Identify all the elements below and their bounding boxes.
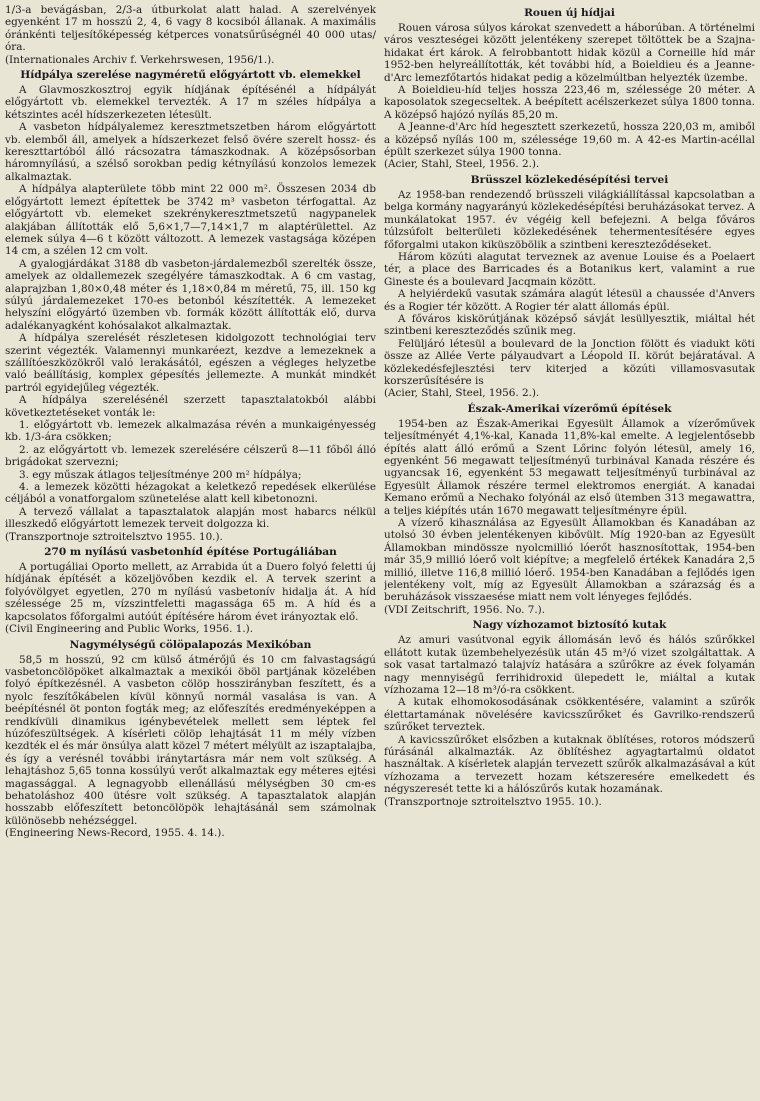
paragraph: A főváros kiskörútjának középső sávját lesüllyesztik, miáltal hét szintbeni kereszteződés szűnik meg.: [384, 312, 755, 338]
paragraph: 58,5 m hosszú, 92 cm külső átmérőjű és 10 cm falvastagságú vasbetoncölöpöket alkalmaztak a mexikói öböl partjának közelében folyó építkezésnél. A vasbeton cölöp hosszirányban feszített, és a nyolc feszítőkábelen kívül könnyű normál vasalása is van. A beépítésnél öt ponton fogták meg; az előfeszítés eredményeképpen a rendkívüli dinamikus igénybevételek mellett sem léptek fel húzófeszültségek. A kísérleti cölöp lehajtását 11 m mély vízben kezdték el és már önsúlya alatt közel 7 métert mélyült az iszaptalajba, és így a verésnél további iránytartásra már nem volt szükség. A lehajtáshoz 5,65 tonna kossúlyú verőt alkalmaztak egy méteres ejtési magassággal. A legnagyobb ellenállású mélységben 30 cm-es behatoláshoz 400 ütésre volt szükség. A tapasztalatok alapján hosszabb előfeszített betoncölöpök lehajtásánál sem számolnak különösebb nehézséggel.: [5, 653, 376, 827]
reference: (Acier, Stahl, Steel, 1956. 2.).: [384, 158, 540, 171]
paragraph: A vasbeton hídpályalemez keresztmetszetben három előgyártott vb. elemből áll, amelyek a hídszerkezet felső övére szerelt hossz- és kereszttartóból álló rácsozatra támaszkodnak. A középsősorban háromnyílású, a szélső sorokban pedig kétnyílású konzolos lemezek alkalmaztak.: [5, 121, 376, 183]
article-title-mexiko: Nagymélységű cölöpalapozás Mexikóban: [69, 638, 312, 651]
paragraph: A vízerő kihasználása az Egyesült Államokban és Kanadában az utolsó 30 évben jelentékenyen kibővült. Míg 1920-ban az Egyesült Államokban mindössze nyolcmillió lóerőt hasznosítottak, 1954-ben már 35,9 millió lóerő volt kiépítve; a megfelelő értékek Kanadára 2,5 millió, illetve 116,8 millió lóerő. 1954-ben Kanadában a fejlődés igen jelentékeny volt, míg az Egyesült Államokban a szárazság és a beruházások visszaesése miatt nem volt lényeges fejlődés.: [384, 517, 755, 604]
article-title-kutak: Nagy vízhozamot biztosító kutak: [472, 619, 667, 632]
reference: (Engineering News-Record, 1955. 4. 14.).: [5, 827, 225, 840]
intro-paragraph: 1/3-a bevágásban, 2/3-a útburkolat alatt halad. A szerelvények egyenként 17 m hosszú 2, 4, 6 vagy 8 kocsiból állanak. A maximális óránkénti teljesítőképesség kétperces vonatsűrűségnél 40 000 utas/óra.: [5, 4, 376, 54]
paragraph: A hídpálya szerelésénél szerzett tapasztalatokból alábbi következtetéseket vonták le:: [5, 394, 376, 419]
article-title-hidpalya: Hídpálya szerelése nagyméretű előgyártott vb. elemekkel: [20, 69, 361, 82]
reference: (Civil Engineering and Public Works, 1956. 1.).: [5, 623, 254, 636]
list-item: 3. egy műszak átlagos teljesítménye 200 m² hídpálya;: [19, 468, 302, 481]
reference: (Transzportnoje sztroitelsztvo 1955. 10.).: [5, 530, 223, 543]
paragraph: A kavicsszűrőket elsőzben a kutaknak öblítéses, rotoros módszerű fúrásánál alkalmazták. Az öblítéshez agyagtartalmú oldatot használtak. A kísérletek alapján tervezett szűrők alkalmazásával a kút vízhozama a tervezett hozam kétszeresére emelkedett és négyszeresét tette ki a hálószűrős kutak hozamának.: [384, 733, 755, 796]
paragraph: Felüljáró létesül a boulevard de la Jonction fölött és viadukt köti össze az Allée Verte pályaudvart a Léopold II. körút bejáratával. A közlekedésfejlesztési terv kiterjed a közúti villamosvasutak korszerűsítésére is: [384, 337, 755, 387]
reference: (Acier, Stahl, Steel, 1956. 2.).: [384, 387, 540, 400]
paragraph: A helyiérdekű vasutak számára alagút létesül a chaussée d'Anvers és a Rogier tér között. A Rogier tér alatt állomás épül.: [384, 288, 755, 313]
reference: (VDI Zeitschrift, 1956. No. 7.).: [384, 603, 546, 616]
left-column: [5, 4, 376, 1101]
paragraph: Rouen városa súlyos károkat szenvedett a háborúban. A történelmi város veszteségei között jelentékeny szerepet töltöttek be a Szajna-hidakat ért károk. A felrobbantott hidak közül a Corneille híd már 1952-ben helyreállították, két további híd, a Boieldieu és a Jeanne-d'Arc lemezfőtartós hidakat pedig a közelmúltban helyezték üzembe.: [384, 22, 755, 84]
paragraph: A gyalogjárdákat 3188 db vasbeton-járdalemezből szerelték össze, amelyek az oldallemezek szegélyére támaszkodtak. A 6 cm vastag, alaprajzban 1,80×0,48 méter és 1,18×0,84 m méretű, 75, ill. 150 kg súlyú járdalemezeket 170-es betonból készítették. A lemezeket helyszíni előgyártó üzemben vb. formák között állították elő, durva adalékanyagként kohósalakot alkalmaztak.: [5, 257, 376, 332]
list-item: 1. előgyártott vb. lemezek alkalmazása révén a munkaigényesség kb. 1/3-ára csökken;: [5, 419, 376, 444]
paragraph: A kutak elhomokosodásának csökkentésére, valamint a szűrők élettartamának növelésére kavicsszűrőket és Gavrilko-rendszerű szűrőket terveztek.: [384, 696, 755, 734]
paragraph: A portugáliai Oporto mellett, az Arrabida út a Duero folyó feletti új hídjának építését a közeljövőben kezdik el. A tervek szerint a folyóvölgyet egyetlen, 270 m nyílású vasbetonív hidalja át. A híd szélessége 25 m, vízszintfeletti magassága 65 m. A híd és a kapcsolatos főforgalmi autóút építésére három évet irányoztak elő.: [5, 561, 376, 623]
list-item: 2. az előgyártott vb. lemezek szerelésére célszerű 8—11 főből álló brigádokat szervezni;: [5, 443, 376, 469]
article-title-vizeromu: Észak-Amerikai vízerőmű építések: [467, 402, 672, 415]
paragraph: A tervező vállalat a tapasztalatok alapján most habarcs nélkül illeszkedő előgyártott lemezek terveit dolgozza ki.: [5, 505, 376, 531]
paragraph: 1954-ben az Észak-Amerikai Egyesült Államok a vízerőművek teljesítményét 4,1%-kal, Kanada 11,8%-kal emelte. A legjelentősebb építés alatt álló erőmű a Szent Lőrinc folyón létesül, amely 16, egyenként 56 megawatt teljesítményű turbinával Kanada részére és ugyancsak 16, egyenként 53 megawatt teljesítményű turbinával az Egyesült Államok részére termel elektromos energiát. A kanadai Kemano erőmű a Nechako folyónál az első ütemben 313 megawattra, a teljes kiépítés után 1670 megawatt teljesítményre épül.: [384, 417, 755, 517]
paragraph: Az amuri vasútvonal egyik állomásán levő és hálós szűrőkkel ellátott kutak üzembehelyezésük után 45 m³/ó vizet szolgáltattak. A sok vasat tartalmazó talajvíz hatására a szűrőkre az évek folyamán nagy mennyiségű ferrihidroxid ülepedett le, miáltal a kutak vízhozama 12—18 m³/ó-ra csökkent.: [384, 634, 755, 696]
article-title-rouen: Rouen új hídjai: [524, 7, 615, 19]
reference: (Transzportnoje sztroitelsztvo 1955. 10.).: [384, 795, 602, 808]
right-column: [384, 4, 755, 1101]
paragraph: A Glavmoszkosztroj egyik hídjának építésénél a hídpályát előgyártott vb. elemekkel tervezték. A 17 m széles hídpálya a kétszintes acél hídszerkezeten létesült.: [5, 84, 376, 121]
paragraph: Három közúti alagutat terveznek az avenue Louise és a Poelaert tér, a place des Barricades és a Botanikus kert, valamint a rue Gineste és a boulevard Jacqmain között.: [384, 250, 755, 288]
article-title-portugalia: 270 m nyílású vasbetonhíd építése Portugáliában: [44, 546, 337, 559]
intro-reference: (Internationales Archiv f. Verkehrswesen, 1956/1.).: [5, 53, 275, 66]
paragraph: A hídpálya alapterülete több mint 22 000 m². Összesen 2034 db előgyártott lemezt építettek be 3742 m³ vasbeton térfogattal. Az előgyártott vb. elemeket szekrénykeresztmetszetű nagypanelek alakjában állították elő 5,6×1,7—7,14×1,7 m alaptérülettel. Az elemek súlya 4—6 t között változott. A lemezek vastagsága középen 14 cm, a szélen 12 cm volt.: [5, 183, 376, 258]
list-item: 4. a lemezek közötti hézagokat a keletkező repedések elkerülése céljából a vonatforgalom szünetelése alatt kell kibetonozni.: [5, 481, 376, 506]
article-title-brusszel: Brüsszel közlekedésépítési tervei: [470, 173, 669, 186]
paragraph: A Boieldieu-híd teljes hossza 223,46 m, szélessége 20 méter. A kaposolatok szegecseltek. A beépített acélszerkezet súlya 1800 tonna. A középső hajózó nyílás 85,20 m.: [384, 84, 755, 121]
paragraph: A hídpálya szerelését részletesen kidolgozott technológiai terv szerint végezték. Valamennyi munkaréezt, kezdve a lemezeknek a szállítóeszközökről való lerakásától, egészen a végleges helyzetbe való beállításig, komplex gépesítés jellemezte. A munkát mindkét partról egyidejűleg végezték.: [5, 332, 376, 394]
paragraph: Az 1958-ban rendezendő brüsszeli világkiállítással kapcsolatban a belga kormány nagyarányú közlekedésépítési beruházásokat tervez. A munkálatokat 1957. év végéig kell befejezni. A belga főváros túlzsúfolt belterületi közlekedésének tehermentesítésére egyes főforgalmi utakon kiküszöbölik a szintbeni kereszteződéseket.: [384, 188, 755, 251]
paragraph: A Jeanne-d'Arc híd hegesztett szerkezetű, hossza 220,03 m, amiből a középső nyílás 100 m, szélessége 19,60 m. A 42-es Martin-acéllal épült szerkezet súlya 1900 tonna.: [384, 121, 755, 159]
